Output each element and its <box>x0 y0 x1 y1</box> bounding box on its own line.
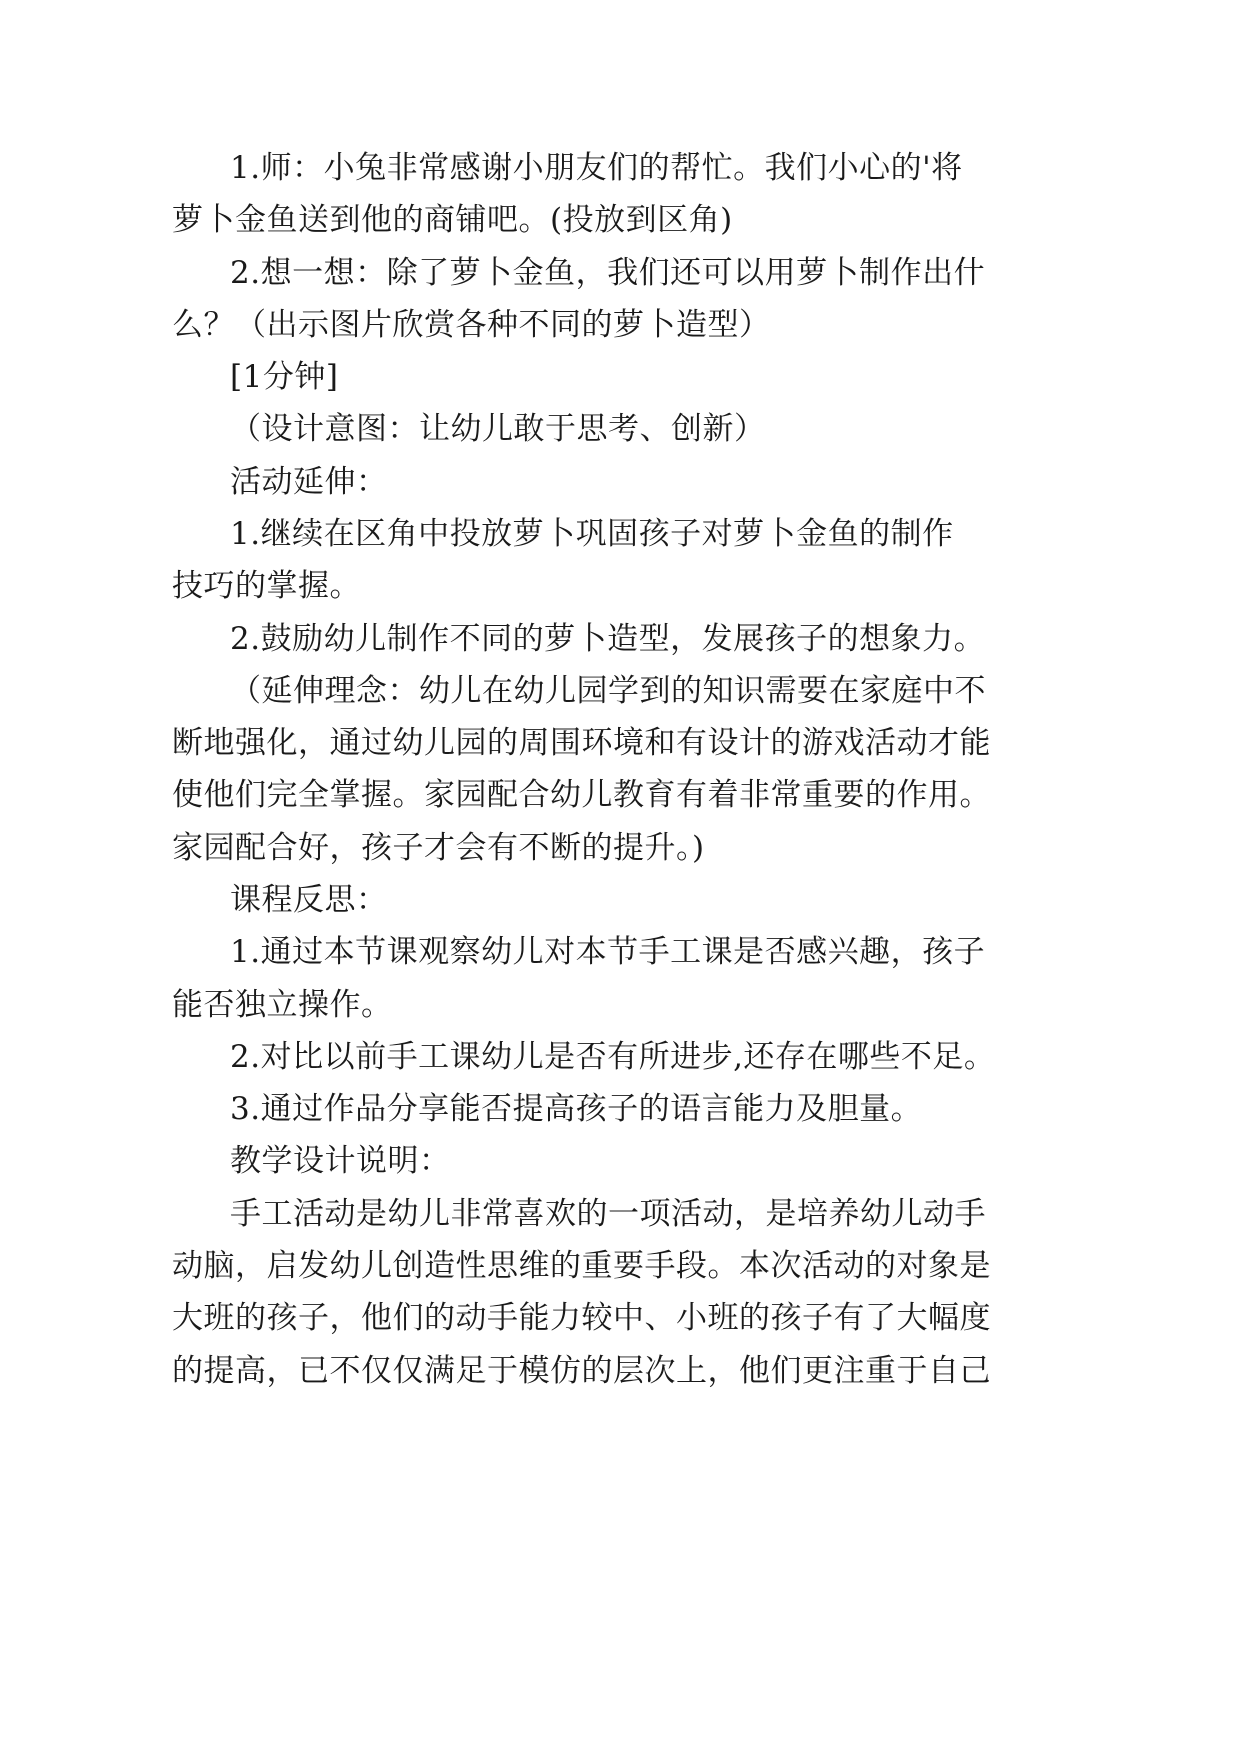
text-line: 手工活动是幼儿非常喜欢的一项活动，是培养幼儿动手 <box>230 1196 986 1232</box>
text-line: 能否独立操作。 <box>172 987 393 1023</box>
text-line: [1分钟] <box>230 359 339 395</box>
text-line: 2.对比以前手工课幼儿是否有所进步,还存在哪些不足。 <box>230 1039 996 1075</box>
text-line: 2.鼓励幼儿制作不同的萝卜造型，发展孩子的想象力。 <box>230 621 986 657</box>
text-line: （延伸理念：幼儿在幼儿园学到的知识需要在家庭中不 <box>230 673 986 709</box>
text-line: 1.师：小兔非常感谢小朋友们的帮忙。我们小心的'将 <box>230 150 963 186</box>
text-line: 1.通过本节课观察幼儿对本节手工课是否感兴趣，孩子 <box>230 934 986 970</box>
text-line: 的提高，已不仅仅满足于模仿的层次上，他们更注重于自己 <box>172 1353 991 1389</box>
text-line: 技巧的掌握。 <box>172 568 361 604</box>
text-line: （设计意图：让幼儿敢于思考、创新） <box>230 411 766 447</box>
text-line: 动脑，启发幼儿创造性思维的重要手段。本次活动的对象是 <box>172 1248 991 1284</box>
section-heading: 课程反思： <box>230 882 388 918</box>
text-line: 大班的孩子，他们的动手能力较中、小班的孩子有了大幅度 <box>172 1300 991 1336</box>
text-line: 萝卜金鱼送到他的商铺吧。(投放到区角) <box>172 202 733 238</box>
text-line: 断地强化，通过幼儿园的周围环境和有设计的游戏活动才能 <box>172 725 991 761</box>
text-line: 家园配合好，孩子才会有不断的提升。) <box>172 830 705 866</box>
text-line: 2.想一想：除了萝卜金鱼，我们还可以用萝卜制作出什 <box>230 255 986 291</box>
text-line: 1.继续在区角中投放萝卜巩固孩子对萝卜金鱼的制作 <box>230 516 954 552</box>
text-line: 3.通过作品分享能否提高孩子的语言能力及胆量。 <box>230 1091 923 1127</box>
section-heading: 活动延伸： <box>230 464 388 500</box>
text-line: 么？（出示图片欣赏各种不同的萝卜造型） <box>172 307 771 343</box>
section-heading: 教学设计说明： <box>230 1143 451 1179</box>
text-line: 使他们完全掌握。家园配合幼儿教育有着非常重要的作用。 <box>172 777 991 813</box>
